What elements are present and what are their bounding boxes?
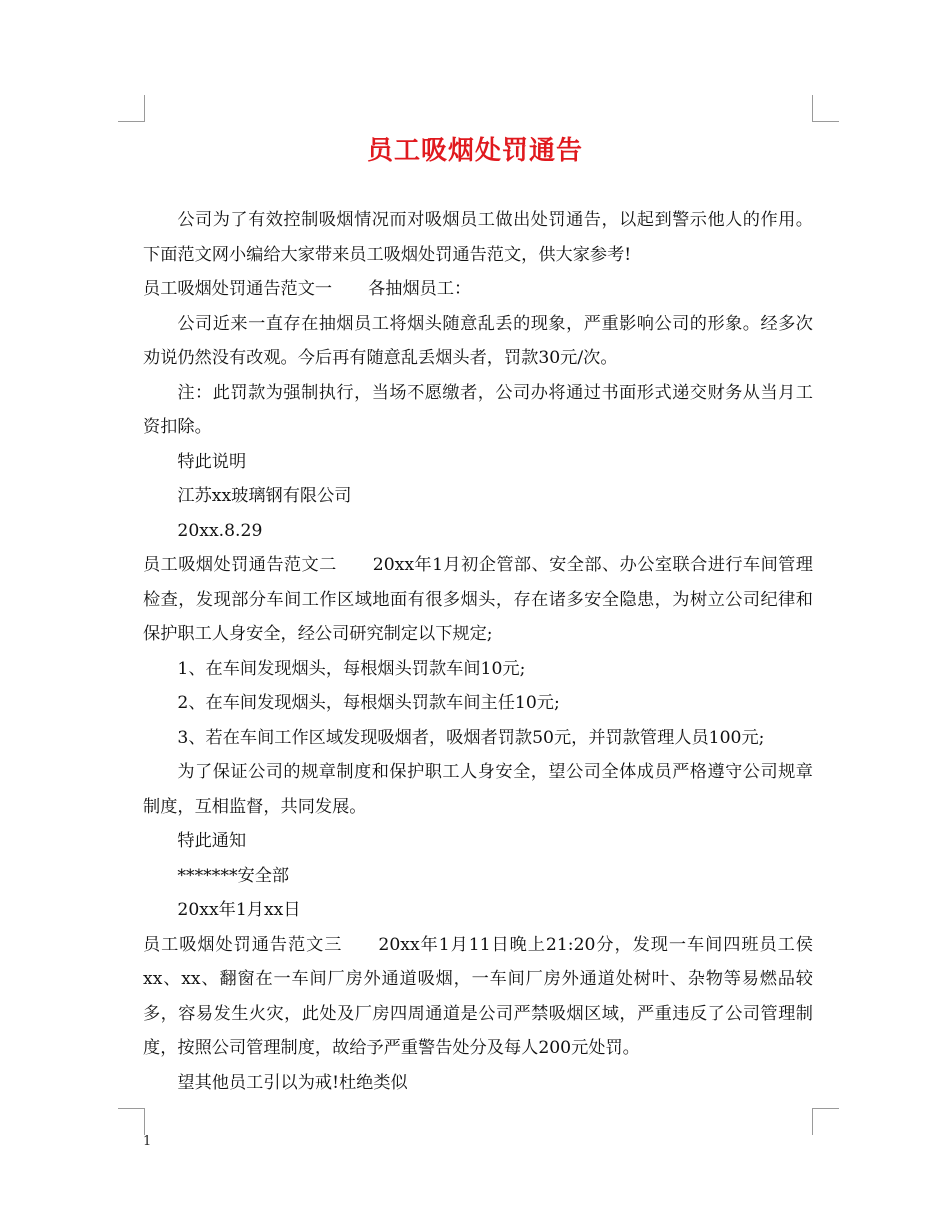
document-body <box>143 203 813 1100</box>
page-number: 1 <box>143 1134 152 1149</box>
section-title: 员工吸烟处罚通告范文一 <box>143 279 333 299</box>
paragraph: 公司为了有效控制吸烟情况而对吸烟员工做出处罚通告，以起到警示他人的作用。下面范文网小编给大家带来员工吸烟处罚通告范文，供大家参考! <box>143 210 813 265</box>
list-item: 2、在车间发现烟头，每根烟头罚款车间主任10元; <box>177 693 560 713</box>
section-lead: 各抽烟员工： <box>368 279 472 299</box>
section-heading-2 <box>143 548 813 652</box>
paragraph: 注：此罚款为强制执行，当场不愿缴者，公司办将通过书面形式递交财务从当月工资扣除。 <box>143 382 813 437</box>
page-corner-mark <box>812 95 839 122</box>
list-item: 3、若在车间工作区域发现吸烟者，吸烟者罚款50元，并罚款管理人员100元; <box>177 727 765 748</box>
section-title: 员工吸烟处罚通告范文二 <box>143 555 337 575</box>
paragraph: 特此通知 <box>177 831 247 851</box>
page-corner-mark <box>812 1108 839 1135</box>
paragraph: 20xx年1月xx日 <box>177 900 301 920</box>
section-heading-1 <box>143 272 813 307</box>
section-title: 员工吸烟处罚通告范文三 <box>143 934 343 955</box>
paragraph: 特此说明 <box>177 451 247 472</box>
paragraph: 江苏xx玻璃钢有限公司 <box>177 486 352 506</box>
document-title: 员工吸烟处罚通告 <box>366 136 583 166</box>
paragraph: 公司近来一直存在抽烟员工将烟头随意乱丢的现象，严重影响公司的形象。经多次劝说仍然没有改观。今后再有随意乱丢烟头者，罚款30元/次。 <box>143 313 813 368</box>
paragraph: 为了保证公司的规章制度和保护职工人身安全，望公司全体成员严格遵守公司规章制度，互相监督，共同发展。 <box>143 762 813 817</box>
section-lead: 20xx年1月11日晚上21:20分，发现一车间四班员工侯xx、xx、翻窗在一车间厂房外通道吸烟，一车间厂房外通道处树叶、杂物等易燃品较多，容易发生火灾，此处及厂房四周通道是公司严禁吸烟区域，严重违反了公司管理制度，按照公司管理制度，故给予严重警告处分及每人200元处罚。 <box>143 934 813 1058</box>
paragraph: *******安全部 <box>177 865 290 886</box>
section-lead: 20xx年1月初企管部、安全部、办公室联合进行车间管理检查，发现部分车间工作区域地面有很多烟头，存在诸多安全隐患，为树立公司纪律和保护职工人身安全，经公司研究制定以下规定; <box>143 555 813 644</box>
page-corner-mark <box>118 95 145 122</box>
page-corner-mark <box>118 1108 145 1135</box>
list-item: 1、在车间发现烟头，每根烟头罚款车间10元; <box>177 658 526 679</box>
paragraph: 望其他员工引以为戒!杜绝类似 <box>177 1072 408 1093</box>
paragraph: 20xx.8.29 <box>177 520 263 541</box>
section-heading-3 <box>143 928 813 1066</box>
